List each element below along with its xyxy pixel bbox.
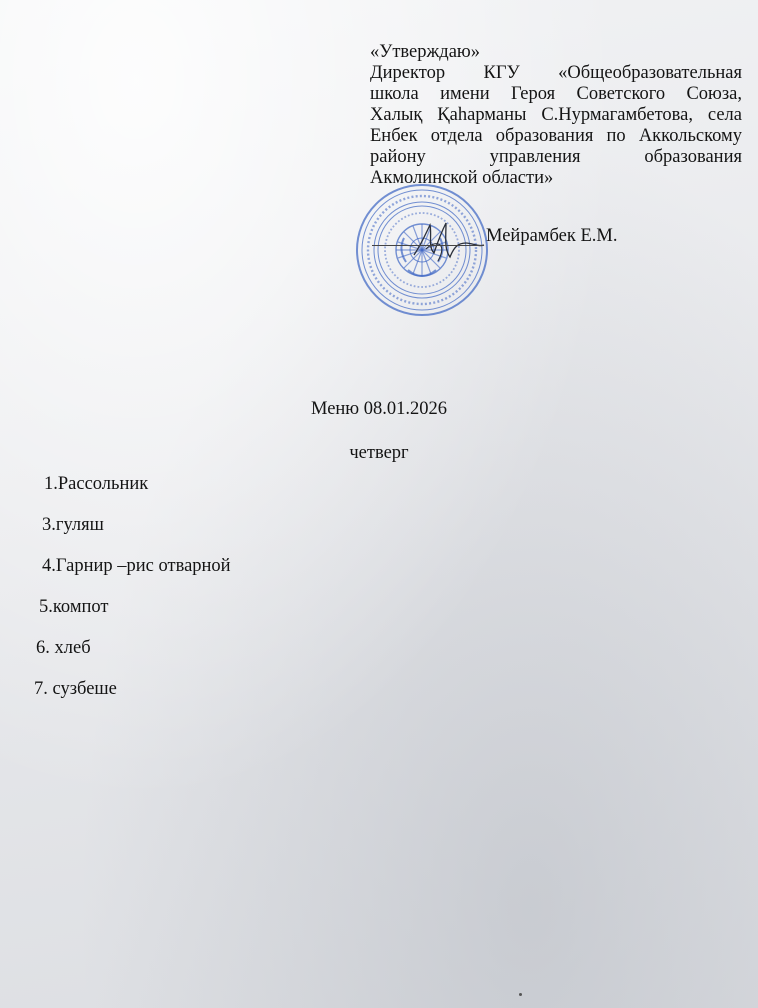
- menu-title-text: Меню 08.01.2026: [310, 399, 447, 419]
- menu-item: 7. сузбеше: [34, 679, 117, 699]
- menu-item: 1.Рассольник: [44, 474, 149, 494]
- menu-item: 3.гуляш: [42, 515, 104, 535]
- approval-line: школа имени Героя Советского Союза,: [370, 84, 742, 104]
- signatory-name: Мейрамбек Е.М.: [486, 226, 618, 246]
- approval-line: Акмолинской области»: [370, 168, 554, 188]
- approval-line: Директор КГУ «Общеобразовательная: [370, 63, 742, 83]
- menu-item: 4.Гарнир –рис отварной: [42, 556, 231, 576]
- signature-line: [372, 245, 484, 246]
- menu-item: 5.компот: [39, 597, 109, 617]
- approval-line: району управления образования: [370, 147, 742, 167]
- approval-heading: «Утверждаю»: [370, 42, 480, 62]
- approval-line: Халық Қаһарманы С.Нурмагамбетова, села: [370, 105, 742, 125]
- signature-row: [372, 226, 702, 250]
- menu-item: 6. хлеб: [36, 638, 91, 658]
- approval-line: Енбек отдела образования по Аккольскому: [370, 126, 742, 146]
- approval-block: [370, 42, 742, 189]
- menu-title: [0, 399, 758, 420]
- menu-weekday: четверг: [349, 443, 409, 463]
- paper-speck: [519, 993, 522, 996]
